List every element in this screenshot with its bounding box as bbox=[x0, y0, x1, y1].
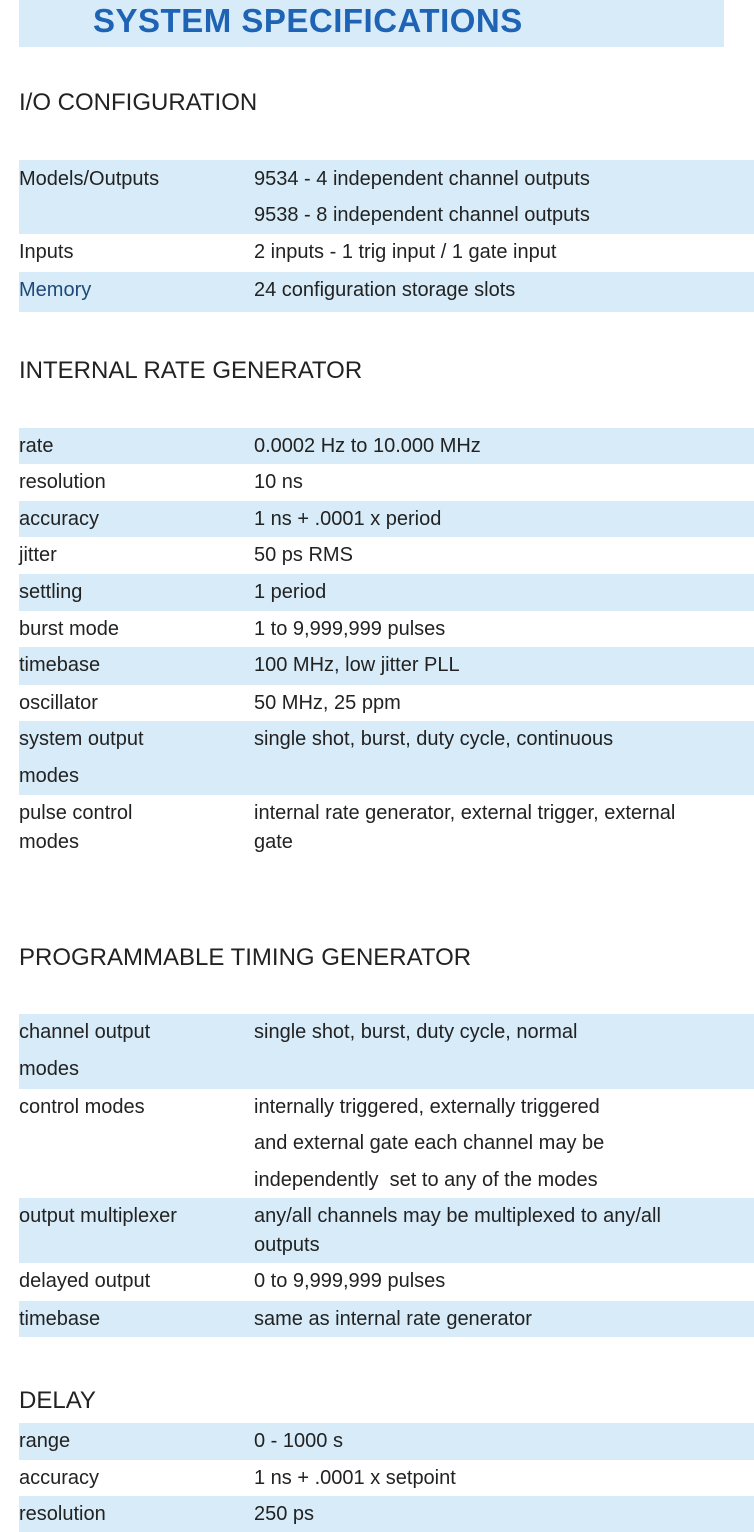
spec-value: 0 - 1000 s bbox=[254, 1430, 343, 1452]
spec-label: range bbox=[19, 1430, 71, 1452]
page-title: SYSTEM SPECIFICATIONS bbox=[93, 2, 523, 39]
spec-row-accuracy-delay bbox=[19, 1460, 754, 1496]
spec-row-control-modes bbox=[19, 1089, 754, 1198]
spec-value: and external gate each channel may be bbox=[254, 1132, 605, 1154]
spec-label: settling bbox=[19, 581, 83, 603]
spec-value: internally triggered, externally triggered bbox=[254, 1096, 600, 1118]
spec-value: 1 to 9,999,999 pulses bbox=[254, 618, 446, 640]
spec-label: output multiplexer bbox=[19, 1205, 177, 1227]
spec-value: outputs bbox=[254, 1234, 320, 1256]
spec-label: control modes bbox=[19, 1096, 145, 1118]
spec-row-accuracy bbox=[19, 501, 754, 537]
spec-value: independently set to any of the modes bbox=[254, 1169, 598, 1191]
spec-label: Memory bbox=[19, 279, 92, 301]
spec-label: Models/Outputs bbox=[19, 168, 160, 190]
section-heading-timing: PROGRAMMABLE TIMING GENERATOR bbox=[19, 944, 472, 971]
spec-label: burst mode bbox=[19, 618, 120, 640]
spec-value: 9538 - 8 independent channel outputs bbox=[254, 204, 590, 226]
spec-row-timebase-timing bbox=[19, 1301, 754, 1337]
spec-label: timebase bbox=[19, 1308, 101, 1330]
spec-row-delayed-output bbox=[19, 1263, 754, 1301]
spec-row-jitter bbox=[19, 537, 754, 574]
section-heading-rate: INTERNAL RATE GENERATOR bbox=[19, 357, 363, 384]
spec-label: modes bbox=[19, 765, 80, 787]
spec-value: 1 ns + .0001 x setpoint bbox=[254, 1467, 456, 1489]
spec-row-oscillator bbox=[19, 685, 754, 721]
spec-row-models-outputs bbox=[19, 160, 754, 234]
spec-value: same as internal rate generator bbox=[254, 1308, 532, 1330]
spec-label: modes bbox=[19, 831, 80, 853]
spec-label: jitter bbox=[19, 544, 57, 566]
spec-value: 9534 - 4 independent channel outputs bbox=[254, 168, 590, 190]
spec-row-resolution-delay bbox=[19, 1496, 754, 1532]
spec-row-range bbox=[19, 1423, 754, 1460]
spec-row-resolution bbox=[19, 464, 754, 501]
spec-value: 24 configuration storage slots bbox=[254, 279, 516, 301]
spec-label: delayed output bbox=[19, 1270, 151, 1292]
spec-label: oscillator bbox=[19, 692, 98, 714]
spec-row-memory bbox=[19, 272, 754, 312]
spec-row-timebase bbox=[19, 647, 754, 685]
spec-label: modes bbox=[19, 1058, 80, 1080]
spec-value: 1 ns + .0001 x period bbox=[254, 508, 442, 530]
spec-label: accuracy bbox=[19, 508, 100, 530]
spec-value: single shot, burst, duty cycle, normal bbox=[254, 1021, 578, 1043]
spec-label: resolution bbox=[19, 1503, 106, 1525]
spec-row-pulse-control-modes bbox=[19, 795, 754, 859]
spec-row-inputs bbox=[19, 234, 754, 272]
spec-label: Inputs bbox=[19, 241, 74, 263]
spec-label: timebase bbox=[19, 654, 101, 676]
spec-label: resolution bbox=[19, 471, 106, 493]
spec-row-channel-output-modes bbox=[19, 1014, 754, 1089]
spec-value: 10 ns bbox=[254, 471, 303, 493]
spec-value: internal rate generator, external trigger, external bbox=[254, 802, 676, 824]
spec-row-settling bbox=[19, 574, 754, 611]
spec-row-rate bbox=[19, 428, 754, 464]
spec-value: 0.0002 Hz to 10.000 MHz bbox=[254, 435, 481, 457]
spec-value: single shot, burst, duty cycle, continuous bbox=[254, 728, 614, 750]
spec-value: gate bbox=[254, 831, 293, 853]
spec-value: 100 MHz, low jitter PLL bbox=[254, 654, 460, 676]
spec-label: accuracy bbox=[19, 1467, 100, 1489]
spec-label: channel output bbox=[19, 1021, 151, 1043]
spec-value: 1 period bbox=[254, 581, 327, 603]
spec-value: 250 ps bbox=[254, 1503, 315, 1525]
spec-value: 50 ps RMS bbox=[254, 544, 353, 566]
spec-row-burst-mode bbox=[19, 611, 754, 647]
spec-label: pulse control bbox=[19, 802, 133, 824]
spec-value: 50 MHz, 25 ppm bbox=[254, 692, 401, 714]
spec-row-system-output-modes bbox=[19, 721, 754, 795]
spec-value: any/all channels may be multiplexed to any/all bbox=[254, 1205, 661, 1227]
section-heading-io: I/O CONFIGURATION bbox=[19, 89, 258, 116]
spec-label: system output bbox=[19, 728, 144, 750]
spec-value: 0 to 9,999,999 pulses bbox=[254, 1270, 446, 1292]
spec-row-output-multiplexer bbox=[19, 1198, 754, 1263]
spec-value: 2 inputs - 1 trig input / 1 gate input bbox=[254, 241, 557, 263]
spec-label: rate bbox=[19, 435, 54, 457]
section-heading-delay: DELAY bbox=[19, 1387, 96, 1414]
